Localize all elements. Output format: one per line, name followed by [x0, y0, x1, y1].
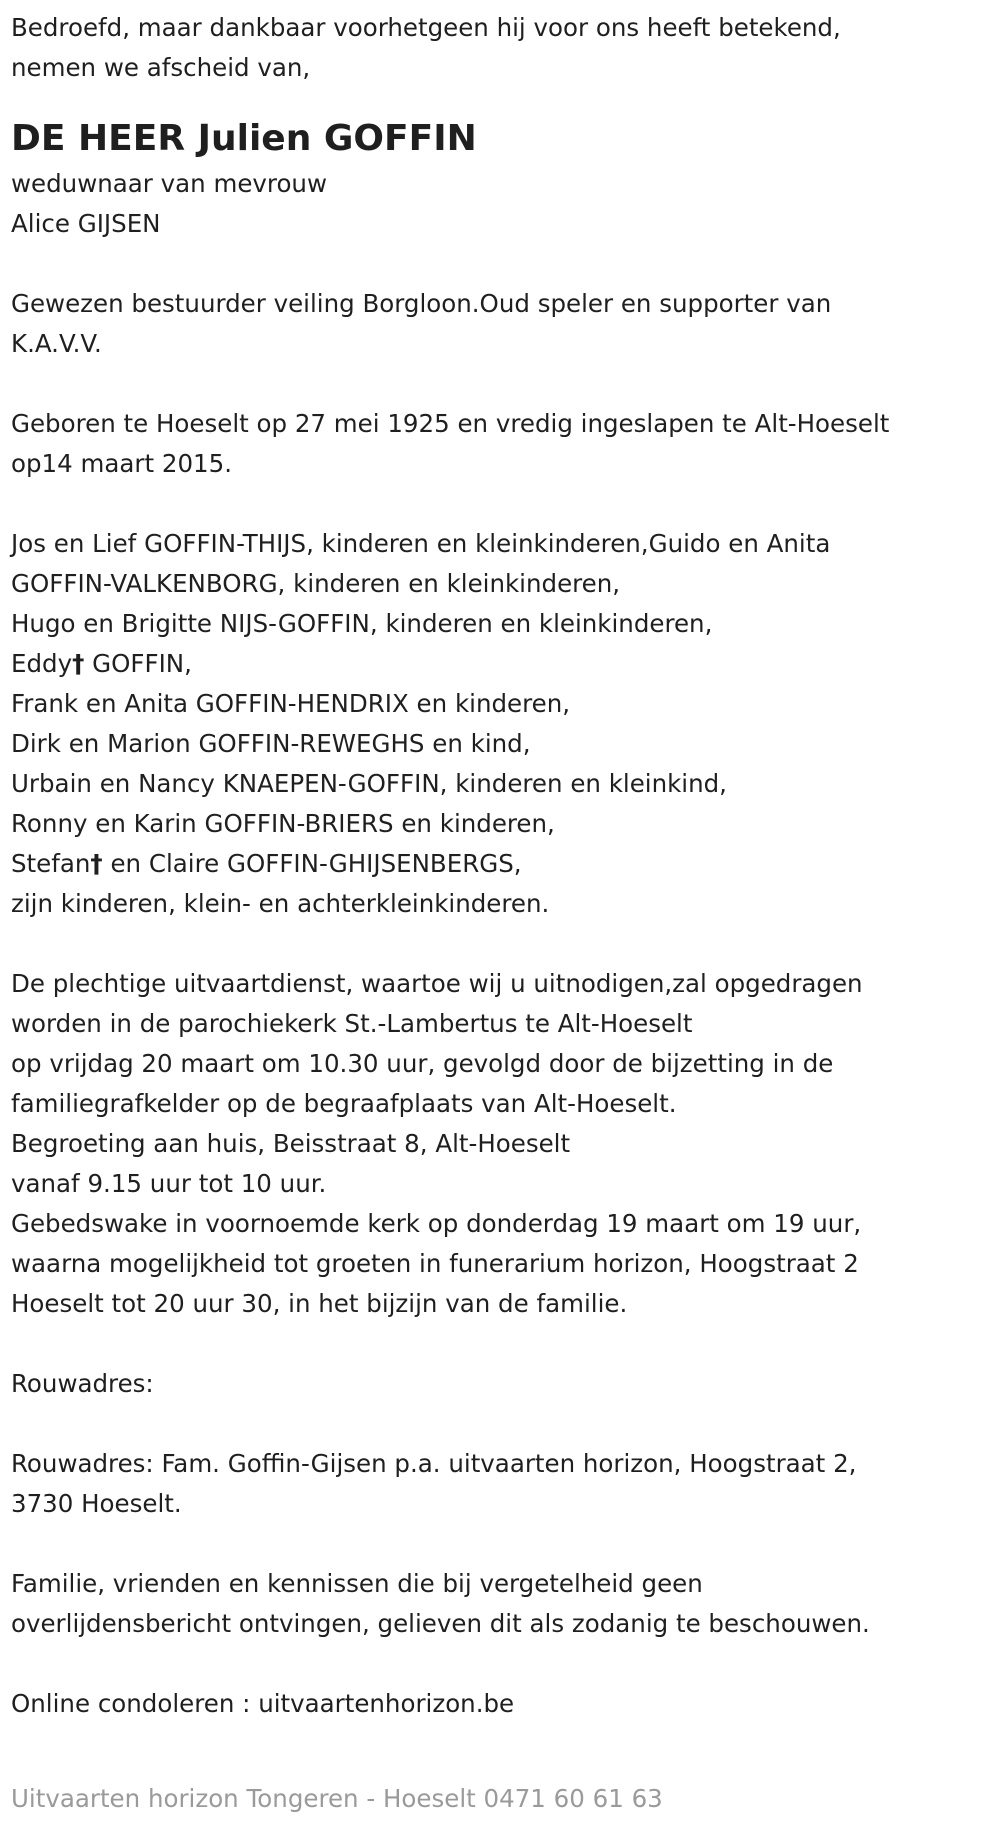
spacer: [11, 88, 976, 102]
service-line: Hoeselt tot 20 uur 30, in het bijzijn van de familie.: [11, 1289, 628, 1318]
spacer: [11, 1404, 976, 1444]
family-line: Urbain en Nancy KNAEPEN-GOFFIN, kinderen en kleinkind,: [11, 769, 727, 798]
footer-credit: Uitvaarten horizon Tongeren - Hoeselt 0471 60 61 63: [11, 1784, 663, 1813]
rouwadres-line: Rouwadres: Fam. Goffin-Gijsen p.a. uitvaarten horizon, Hoogstraat 2,: [11, 1449, 857, 1478]
condolence-link[interactable]: Online condoleren : uitvaartenhorizon.be: [11, 1689, 515, 1718]
family-name: GOFFIN,: [84, 649, 192, 678]
rouwadres-line: 3730 Hoeselt.: [11, 1489, 182, 1518]
deceased-name: DE HEER Julien GOFFIN: [11, 118, 477, 159]
spacer: [11, 1644, 976, 1684]
notice-info: [11, 1564, 976, 1644]
family-line: [11, 644, 976, 684]
intro-line: Bedroefd, maar dankbaar voorhetgeen hij voor ons heeft betekend,: [11, 13, 841, 42]
spacer: [11, 924, 976, 964]
cross-icon: †: [72, 649, 85, 678]
cross-icon: †: [90, 849, 103, 878]
family-name: Stefan: [11, 849, 91, 878]
spacer: [11, 484, 976, 524]
family-line: Hugo en Brigitte NIJS-GOFFIN, kinderen en kleinkinderen,: [11, 609, 713, 638]
birth-death-line: Geboren te Hoeselt op 27 mei 1925 en vredig ingeslapen te Alt-Hoeselt: [11, 409, 890, 438]
family-line: Frank en Anita GOFFIN-HENDRIX en kinderen,: [11, 689, 571, 718]
service-line: De plechtige uitvaartdienst, waartoe wij u uitnodigen,zal opgedragen: [11, 969, 863, 998]
rouwadres-label: Rouwadres:: [11, 1369, 154, 1398]
family-name: en Claire GOFFIN-GHIJSENBERGS,: [102, 849, 522, 878]
spacer: [11, 1324, 976, 1364]
career-line: K.A.V.V.: [11, 329, 102, 358]
spacer: [11, 1524, 976, 1564]
family-line: Jos en Lief GOFFIN-THIJS, kinderen en kleinkinderen,Guido en Anita: [11, 529, 831, 558]
family-line: zijn kinderen, klein- en achterkleinkinderen.: [11, 889, 550, 918]
birth-death-line: op14 maart 2015.: [11, 449, 233, 478]
family-name: Eddy: [11, 649, 73, 678]
notice-line: Familie, vrienden en kennissen die bij vergetelheid geen: [11, 1569, 703, 1598]
birth-death-info: [11, 404, 976, 484]
intro-line: nemen we afscheid van,: [11, 53, 311, 82]
family-line: GOFFIN-VALKENBORG, kinderen en kleinkinderen,: [11, 569, 621, 598]
spacer: [11, 364, 976, 404]
family-line: Ronny en Karin GOFFIN-BRIERS en kinderen,: [11, 809, 555, 838]
service-info: [11, 964, 976, 1324]
spouse-info: [11, 164, 976, 244]
spouse-line: Alice GIJSEN: [11, 209, 161, 238]
family-line: [11, 844, 976, 884]
intro-text: [11, 8, 976, 88]
career-info: [11, 284, 976, 364]
career-line: Gewezen bestuurder veiling Borgloon.Oud speler en supporter van: [11, 289, 832, 318]
service-line: Gebedswake in voornoemde kerk op donderdag 19 maart om 19 uur,: [11, 1209, 862, 1238]
notice-line: overlijdensbericht ontvingen, gelieven dit als zodanig te beschouwen.: [11, 1609, 870, 1638]
service-line: familiegrafkelder op de begraafplaats van Alt-Hoeselt.: [11, 1089, 677, 1118]
family-line: Dirk en Marion GOFFIN-REWEGHS en kind,: [11, 729, 531, 758]
service-line: op vrijdag 20 maart om 10.30 uur, gevolgd door de bijzetting in de: [11, 1049, 834, 1078]
service-line: worden in de parochiekerk St.-Lambertus te Alt-Hoeselt: [11, 1009, 693, 1038]
spouse-line: weduwnaar van mevrouw: [11, 169, 327, 198]
rouwadres-info: [11, 1444, 976, 1524]
service-line: Begroeting aan huis, Beisstraat 8, Alt-Hoeselt: [11, 1129, 571, 1158]
service-line: waarna mogelijkheid tot groeten in funerarium horizon, Hoogstraat 2: [11, 1249, 859, 1278]
spacer: [11, 244, 976, 284]
family-list: [11, 524, 976, 924]
service-line: vanaf 9.15 uur tot 10 uur.: [11, 1169, 327, 1198]
